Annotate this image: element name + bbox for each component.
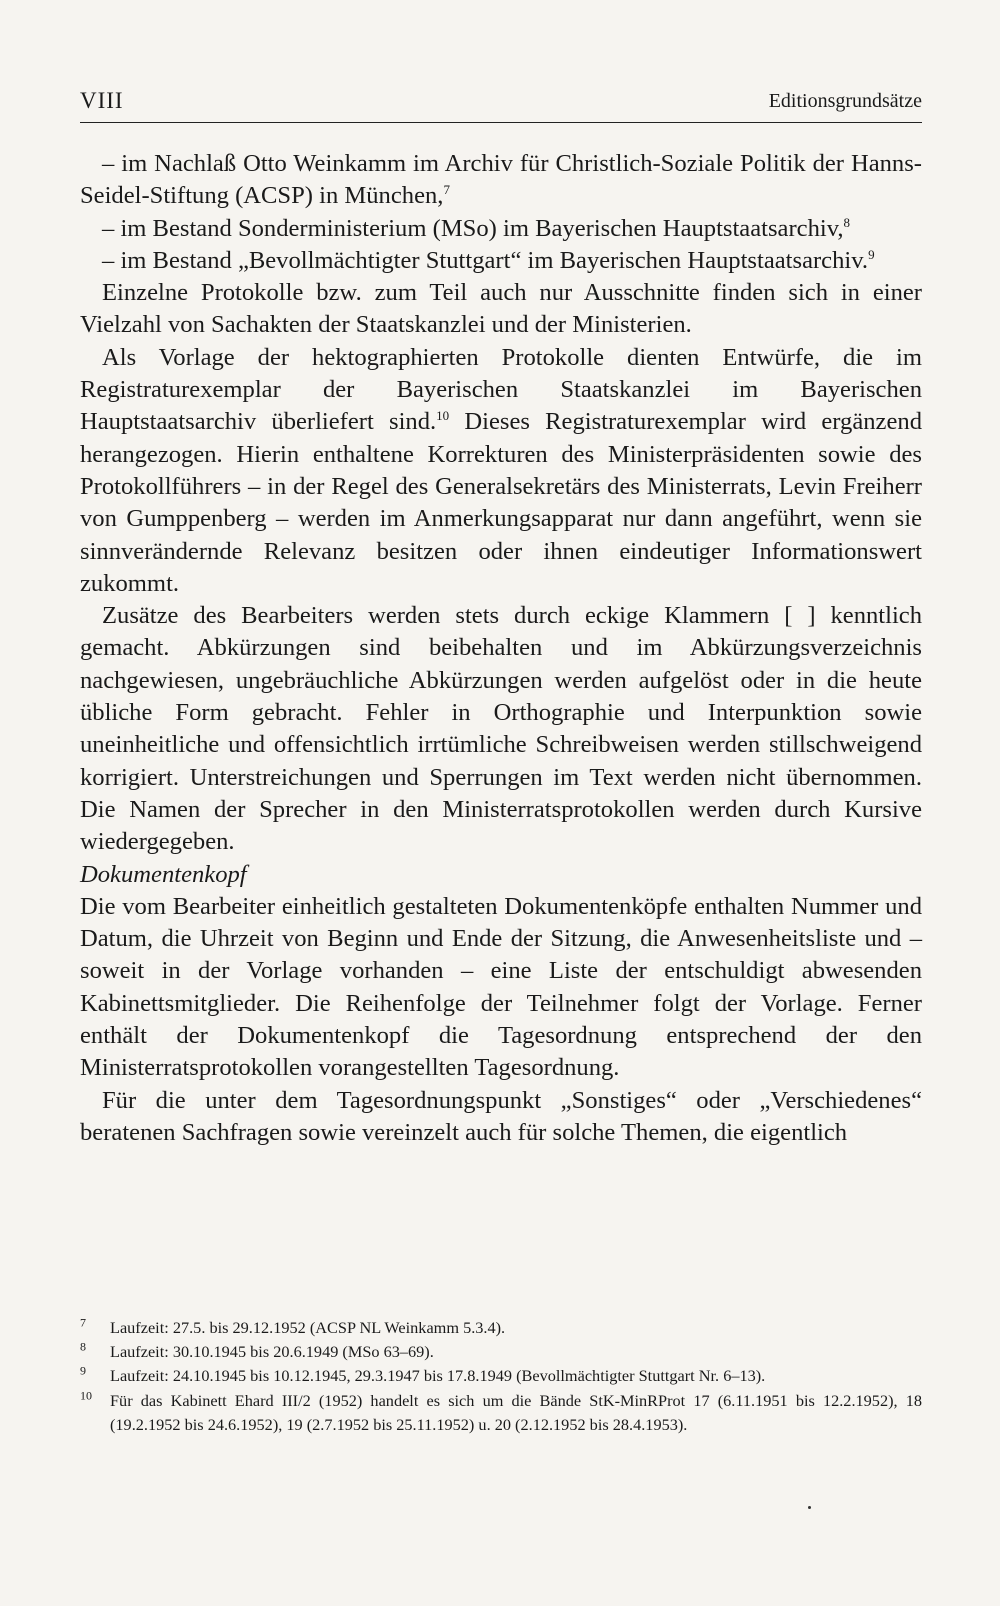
footnote-ref: 7 [443,182,450,198]
footnote [80,1340,922,1364]
footnote-ref: 9 [868,246,875,262]
section-heading: Dokumentenkopf [80,860,247,888]
paragraph: Für die unter dem Tagesordnungspunkt „Sonstiges“ oder „Verschiedenes“ beratenen Sachfragen sowie vereinzelt auch für solche Themen, die eigentlich [80,1086,922,1146]
paragraph: Einzelne Protokolle bzw. zum Teil auch nur Ausschnitte finden sich in einer Vielzahl von Sachakten der Staatskanzlei und der Ministerien. [80,279,922,339]
footnote-ref: 10 [436,408,450,424]
footnote-number: 10 [80,1388,92,1403]
footnote-text: Laufzeit: 30.10.1945 bis 20.6.1949 (MSo 63–69). [110,1342,434,1362]
footnote-text: Laufzeit: 24.10.1945 bis 10.12.1945, 29.3.1947 bis 17.8.1949 (Bevollmächtigter Stuttgart Nr. 6–13). [110,1366,766,1386]
list-item-nachlass-weinkamm: – im Nachlaß Otto Weinkamm im Archiv für Christlich-Soziale Politik der Hanns-Seidel-Stiftung (ACSP) in München,$^7$ [80,150,922,210]
footnotes [80,1316,922,1437]
footnote-text: Laufzeit: 27.5. bis 29.12.1952 (ACSP NL Weinkamm 5.3.4). [110,1318,506,1337]
footnote [80,1364,922,1388]
footnote-number: 8 [80,1339,86,1354]
main-text [80,148,922,1149]
footnote-text: Für das Kabinett Ehard III/2 (1952) handelt es sich um die Bände StK-MinRProt 17 (6.11.1951 bis 12.2.1952), 18 (19.2.1952 bis 24.6.1952), 19 (2.7.1952 bis 25.11.1952) u. 20 (2.12.1952 bis 28.4.1953). [110,1390,922,1434]
running-header [80,88,922,123]
page-number: VIII [80,88,124,113]
footnote-ref: 8 [843,214,851,230]
footnote [80,1389,922,1437]
paragraph: Als Vorlage der hektographierten Protokolle dienten Entwürfe, die im Registraturexemplar der Bayerischen Staatskanzlei im Bayerischen Hauptstaatsarchiv überliefert sind.$^{10}$ Dieses Registraturexemplar wird ergänzend herangezogen. Hierin enthaltene Korrekturen des Ministerpräsidenten sowie des Protokollführers – in der Regel des Generalsekretärs des Ministerrats, Levin Freiherr von Gumppenberg – werden im Anmerkungsapparat nur dann angeführt, wenn sie sinnverändernde Relevanz besitzen oder ihnen eindeutiger Informationswert zukommt. [80,343,922,597]
list-item-bevollmaechtigter: – im Bestand „Bevollmächtigter Stuttgart“ im Bayerischen Hauptstaatsarchiv.$^9$ [102,246,875,274]
footnote-number: 9 [80,1363,86,1378]
footnote [80,1316,922,1340]
print-speck [808,1506,811,1509]
running-title: Editionsgrundsätze [768,90,922,112]
footnote-number: 7 [80,1315,86,1330]
list-item-sonderministerium: – im Bestand Sonderministerium (MSo) im Bayerischen Hauptstaatsarchiv,$^8$ [102,214,851,242]
paragraph: Zusätze des Bearbeiters werden stets durch eckige Klammern [ ] kenntlich gemacht. Abkürzungen sind beibehalten und im Abkürzungsverzeichnis nachgewiesen, ungebräuchliche Abkürzungen werden aufgelöst oder in die heute übliche Form gebracht. Fehler in Orthographie und Interpunktion sowie uneinheitliche und offensichtlich irrtümliche Schreibweisen werden stillschweigend korrigiert. Unterstreichungen und Sperrungen im Text werden nicht übernommen. Die Namen der Sprecher in den Ministerratsprotokollen werden durch Kursive wiedergegeben. [80,602,922,856]
paragraph: Die vom Bearbeiter einheitlich gestalteten Dokumentenköpfe enthalten Nummer und Datum, die Uhrzeit von Beginn und Ende der Sitzung, die Anwesenheitsliste und – soweit in der Vorlage vorhanden – eine Liste der entschuldigt abwesenden Kabinettsmitglieder. Die Reihenfolge der Teilnehmer folgt der Vorlage. Ferner enthält der Dokumentenkopf die Tagesordnung entsprechend der den Ministerratsprotokollen vorangestellten Tagesordnung. [80,892,922,1082]
